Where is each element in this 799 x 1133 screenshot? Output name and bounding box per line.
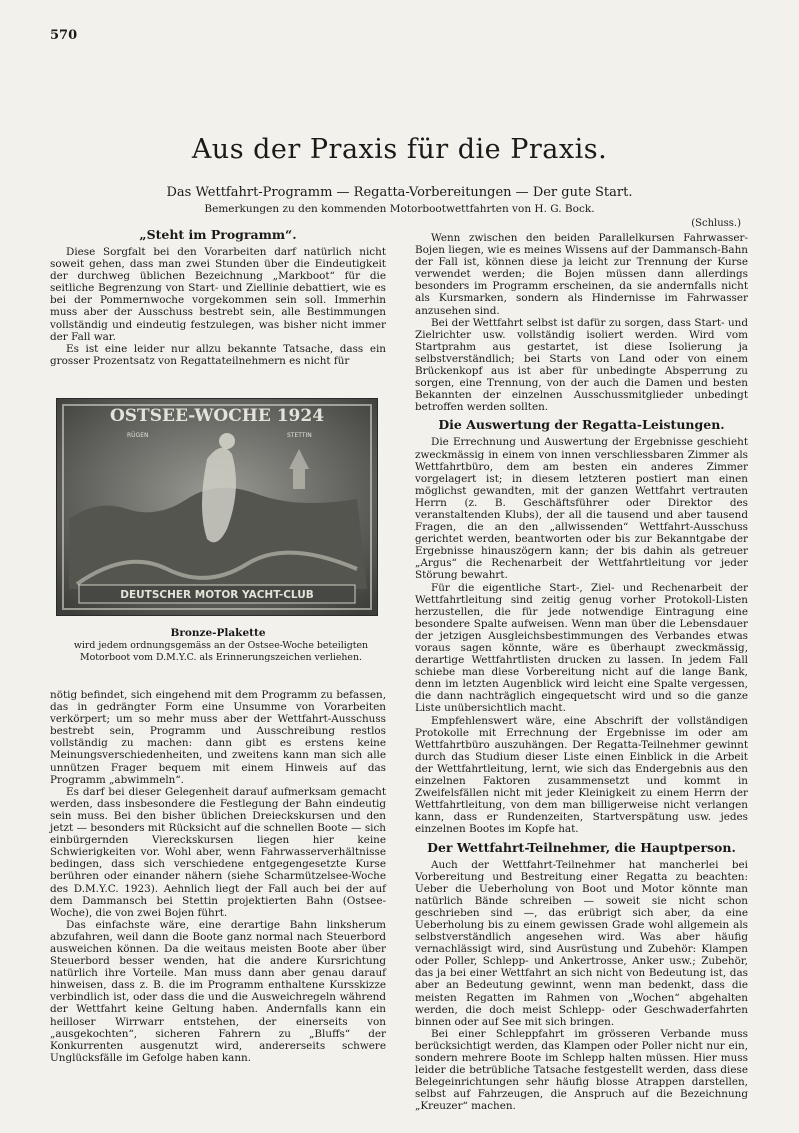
paragraph: Bei der Wettfahrt selbst ist dafür zu sorgen, dass Start- und Zielrichter usw. vollständig isoliert werden. Wird vom Startprahm aus gestartet, ist diese Isolierung ja selbstverständlich; bei Starts von Land oder von einem Brückenkopf aus ist aber für unbedingte Absperrung zu sorgen, eine Trennung, von der auch die Damen und besten Bekannten der einzelnen Ausschussmitglieder unbedingt betroffen werden sollten. xyxy=(415,316,748,414)
continuation-note: (Schluss.) xyxy=(691,218,741,229)
plaque-top-text: OSTSEE-WOCHE 1924 xyxy=(109,406,325,426)
paragraph: Es darf bei dieser Gelegenheit darauf aufmerksam gemacht werden, dass insbesondere die Festlegung der Bahn eindeutig sein muss. Bei den bisher üblichen Dreieckskursen und den jetzt — besonders mit Rücksicht auf die schnellen Boote — sich einbürgernden Viereckskursen liegen hier keine Schwierigkeiten vor. Wohl aber, wenn Fahrwasserverhältnisse bedingen, dass sich verschiedene entgegengesetzte Kurse berühren oder einander nähern (siehe Scharmützelsee-Woche des D.M.Y.C. 1923). Aehnlich liegt der Fall auch bei der auf dem Dammansch bei Stettin projektierten Bahn (Ostsee-Woche), die von zwei Bojen führt. xyxy=(50,785,386,919)
bronze-plaque-image xyxy=(56,398,378,616)
image-caption: wird jedem ordnungsgemäss an der Ostsee-Woche beteiligten Motorboot vom D.M.Y.C. als Erinnerungszeichen verliehen. xyxy=(73,640,369,663)
paragraph: Die Errechnung und Auswertung der Ergebnisse geschieht zweckmässig in einem von innen verschliessbaren Zimmer als Wettfahrtbüro, dem am besten ein anderes Zimmer vorgelagert ist; in diesem letzteren postiert man einen möglichst gewandten, mit der ganzen Wettfahrt vertrauten Herrn (z. B. Geschäftsführer oder Direktor des veranstaltenden Klubs), der all die tausend und aber tausend Fragen, die an den „allwissenden“ Wettfahrt-Ausschuss gerichtet werden, beantworten oder bis zur Bekanntgabe der Ergebnisse hinauszögern kann; der bis dahin als getreuer „Argus“ die Rechenarbeit der Wettfahrtleitung vor jeder Störung bewahrt. xyxy=(415,436,748,582)
paragraph: nötig befindet, sich eingehend mit dem Programm zu befassen, das in gedrängter Form eine Unsumme von Vorarbeiten verkörpert; um so mehr muss aber der Wettfahrt-Ausschuss bestrebt sein, Programm und Ausschreibung restlos vollständig zu machen: dann gibt es erstens keine Meinungsverschiedenheiten, und zweitens kann man sich alle unnützen Frager bequem mit einem Hinweis auf das Programm „abwimmeln“. xyxy=(50,689,386,786)
section-heading-auswertung: Die Auswertung der Regatta-Leistungen. xyxy=(438,417,725,433)
paragraph: Bei einer Schleppfahrt im grösseren Verbande muss berücksichtigt werden, das Klampen oder Poller nicht nur ein, sondern mehrere Boote im Schlepp halten müssen. Hier muss leider die betrübliche Tatsache festgestellt werden, dass diese Belegeinrichtungen sehr häufig blosse Atrappen darstellen, selbst auf Fahrzeugen, die Anspruch auf die Bezeichnung „Kreuzer“ machen. xyxy=(415,1027,748,1113)
paragraph: Es ist eine leider nur allzu bekannte Tatsache, dass ein grosser Prozentsatz von Regattateilnehmern es nicht für xyxy=(50,342,386,367)
paragraph: Das einfachste wäre, eine derartige Bahn linksherum abzufahren, weil dann die Boote ganz normal nach Steuerbord ausweichen können. Da die weitaus meisten Boote aber über Steuerbord besser wenden, hat die andere Kursrichtung natürlich ihre Vorteile. Man muss dann aber genau darauf hinweisen, dass z. B. die im Programm enthaltene Kursskizze verbindlich ist, oder dass die und die Ausweichregeln während der Wettfahrt keine Geltung haben. Andernfalls kann ein heilloser Wirrwarr entstehen, der einerseits von „ausgekochten“, sicheren Fahrern zu „Bluffs“ der Konkurrenten ausgenutzt wird, andererseits schwere Unglücksfälle im Gefolge haben kann. xyxy=(50,918,386,1064)
page-number: 570 xyxy=(50,28,78,43)
plaque-bottom-text: DEUTSCHER MOTOR YACHT-CLUB xyxy=(120,589,314,601)
paragraph: Empfehlenswert wäre, eine Abschrift der vollständigen Protokolle mit Errechnung der Ergebnisse im oder am Wettfahrtbüro auszuhängen. Der Regatta-Teilnehmer gewinnt durch das Studium dieser Liste einen Einblick in die Arbeit der Wettfahrtleitung, lernt, wie sich das Endergebnis aus den einzelnen Faktoren zusammensetzt und kommt in Zweifelsfällen nicht mit jeder Kleinigkeit zu einem Herrn der Wettfahrtleitung, von dem man billigerweise nicht verlangen kann, dass er Rundenzeiten, Startverspätung usw. jedes einzelnen Bootes im Kopfe hat. xyxy=(415,714,748,836)
plaque-right-text: STETTIN xyxy=(287,432,312,439)
article-title: Aus der Praxis für die Praxis. xyxy=(191,134,608,165)
paragraph: Auch der Wettfahrt-Teilnehmer hat mancherlei bei Vorbereitung und Bestreitung einer Regatta zu beachten: Ueber die Ueberholung von Boot und Motor könnte man natürlich Bände schreiben — soweit sie nicht schon geschrieben sind —, das erübrigt sich aber, da eine Ueberholung bis zu einem gewissen Grade wohl allgemein als selbstverständlich angesehen wird. Was aber häufig vernachlässigt wird, sind Ausrüstung und Zubehör: Klampen oder Poller, Schlepp- und Ankertrosse, Anker usw.; Zubehör, das ja bei einer Wettfahrt an sich nicht von Bedeutung ist, das aber an Bedeutung gewinnt, wenn man bedenkt, dass die meisten Regatten im Rahmen von „Wochen“ abgehalten werden, die doch meist Schlepp- oder Geschwaderfahrten binnen oder auf See mit sich bringen. xyxy=(415,858,748,1028)
section-heading-programm: „Steht im Programm“. xyxy=(139,227,297,242)
article-byline: Bemerkungen zu den kommenden Motorbootwettfahrten von H. G. Bock. xyxy=(204,203,595,215)
plaque-left-text: RÜGEN xyxy=(127,432,149,439)
section-heading-teilnehmer: Der Wettfahrt-Teilnehmer, die Hauptperson. xyxy=(427,839,736,855)
paragraph: Wenn zwischen den beiden Parallelkursen Fahrwasser-Bojen liegen, wie es meines Wissens auf der Dammansch-Bahn der Fall ist, können diese ja leicht zur Trennung der Kurse verwendet werden; die Bojen müssen dann allerdings besonders im Programm erscheinen, da sie andernfalls nicht als Kursmarken, sondern als Hindernisse im Fahrwasser anzusehen sind. xyxy=(415,232,748,317)
paragraph: Für die eigentliche Start-, Ziel- und Rechenarbeit der Wettfahrtleitung sind zeitig genug vorher Protokoll-Listen herzustellen, die für jede notwendige Eintragung eine besondere Spalte aufweisen. Wenn man über die Lebensdauer der jetzigen Ausgleichsbestimmungen des Verbandes etwas voraus sagen könnte, wäre es überhaupt zweckmässig, derartige Wettfahrtlisten drucken zu lassen. In jedem Fall schiebe man diese Vorbereitung nicht auf die lange Bank, denn im letzten Augenblick wird leicht eine Spalte vergessen, die dann nachträglich eingequetscht wird und so die ganze Liste unübersichtlich macht. xyxy=(415,581,748,715)
right-column xyxy=(415,232,748,1112)
paragraph: Diese Sorgfalt bei den Vorarbeiten darf natürlich nicht soweit gehen, dass man zwei Stunden über die Eindeutigkeit der durchweg üblichen Bezeichnung „Markboot“ für die seitliche Begrenzung von Start- und Ziellinie debattiert, wie es bei der Pommernwoche vorgekommen sein soll. Immerhin muss aber der Ausschuss bestrebt sein, alle Bestimmungen vollständig und eindeutig festzulegen, was bisher nicht immer der Fall war. xyxy=(50,246,386,343)
image-caption-title: Bronze-Plakette xyxy=(170,627,266,639)
article-subtitle: Das Wettfahrt-Programm — Regatta-Vorbereitungen — Der gute Start. xyxy=(166,185,633,200)
left-column-bottom xyxy=(50,689,386,1064)
left-column-top xyxy=(50,227,386,367)
